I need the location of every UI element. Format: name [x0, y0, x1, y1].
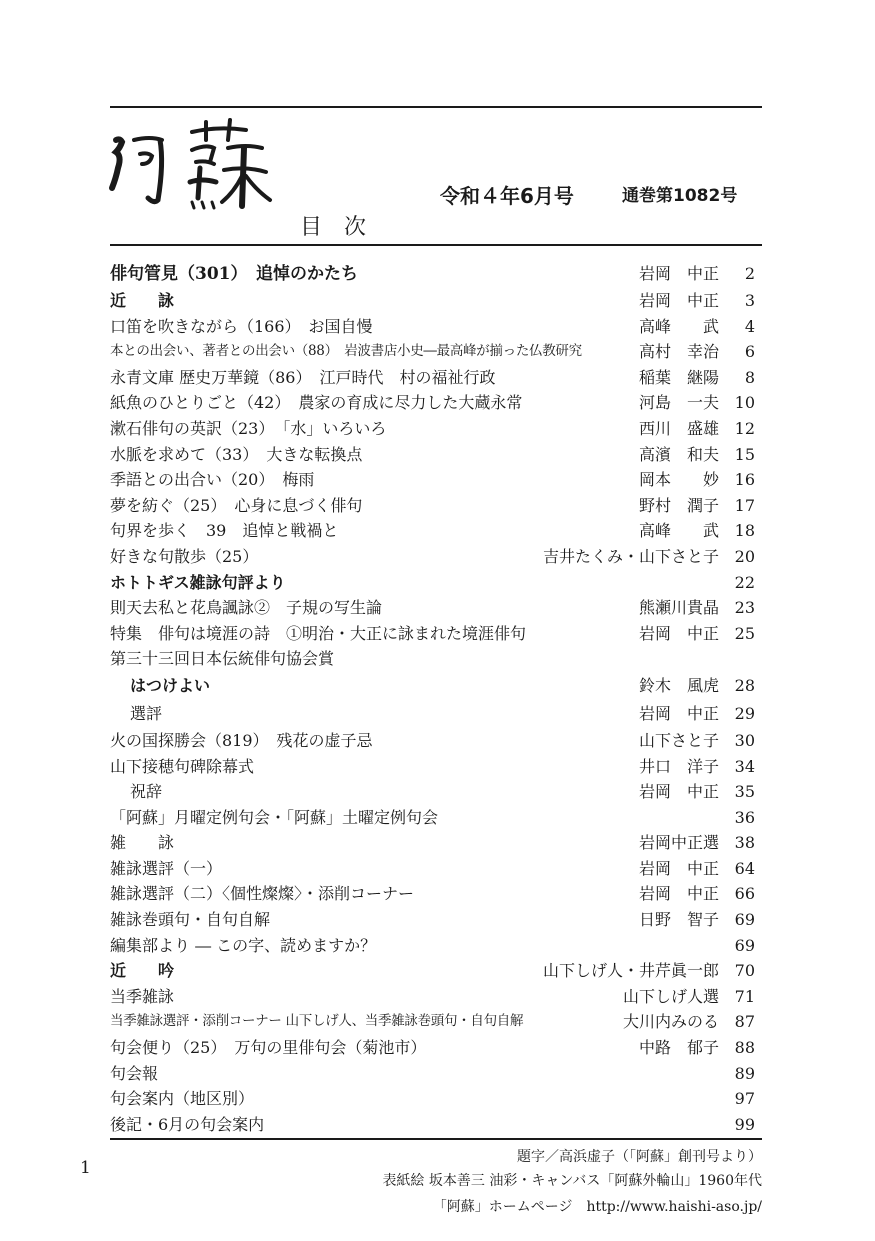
- credit-homepage: 「阿蘇」ホームページ http://www.haishi-aso.jp/: [432, 1199, 762, 1215]
- toc-row: [110, 805, 755, 831]
- toc-author: 岩岡 中正: [638, 884, 719, 904]
- toc-page: 10: [734, 393, 755, 413]
- toc-page: 12: [734, 418, 755, 438]
- toc-row: [110, 958, 755, 984]
- toc-row: [110, 595, 755, 621]
- toc-author: 稲葉 継陽: [638, 367, 719, 387]
- toc-page: 25: [734, 623, 755, 643]
- toc-row: [110, 260, 755, 288]
- credit-cover-art: 表紙絵 坂本善三 油彩・キャンバス「阿蘇外輪山」1960年代: [382, 1173, 762, 1189]
- toc-title-text: 当季雑詠選評・添削コーナー 山下しげ人、当季雑詠巻頭句・自句自解: [110, 1013, 524, 1030]
- toc-row: [110, 1035, 755, 1061]
- toc-page: 28: [734, 675, 755, 695]
- toc-title-text: 句会案内（地区別）: [110, 1089, 255, 1109]
- toc-row: [110, 390, 755, 416]
- toc-row: [110, 518, 755, 544]
- toc-page: 20: [734, 546, 755, 566]
- toc-page: 22: [734, 572, 755, 592]
- toc-title-text: 「阿蘇」月曜定例句会・「阿蘇」土曜定例句会: [110, 807, 439, 827]
- header-divider: [110, 244, 762, 246]
- toc-page: 97: [734, 1089, 755, 1109]
- toc-row: [110, 288, 755, 314]
- toc-row: [110, 416, 755, 442]
- toc-title-text: 紙魚のひとりごと（42） 農家の育成に尽力した大蔵永常: [110, 393, 523, 413]
- toc-page: 35: [734, 782, 755, 802]
- toc-row: [110, 1061, 755, 1087]
- toc-author: 西川 盛雄: [638, 418, 719, 438]
- toc-author: 岩岡 中正: [638, 291, 719, 310]
- toc-page: 6: [744, 342, 755, 362]
- toc-page: 8: [744, 367, 755, 387]
- toc-row: [110, 442, 755, 468]
- page-number: 1: [80, 1158, 91, 1178]
- toc-row: [110, 314, 755, 340]
- toc-title-text: 句会便り（25） 万句の里俳句会（菊池市）: [110, 1038, 427, 1058]
- toc-row: [110, 856, 755, 882]
- toc-author: 山下しげ人選: [622, 986, 719, 1006]
- toc-title-text: 雑詠選評（二）〈個性燦燦〉・添削コーナー: [110, 884, 415, 904]
- toc-page: 89: [734, 1063, 755, 1083]
- toc-title-text: 水脈を求めて（33） 大きな転換点: [110, 444, 363, 464]
- toc-author: 高村 幸治: [638, 342, 719, 362]
- toc-author: 河島 一夫: [638, 393, 719, 413]
- toc-title-text: 季語との出合い（20） 梅雨: [110, 470, 315, 490]
- toc-author: 岩岡 中正: [638, 782, 719, 802]
- toc-title-text: 編集部より ― この字、読めますか？: [110, 935, 377, 955]
- toc-page: 64: [734, 858, 755, 878]
- toc-page: 38: [734, 833, 755, 853]
- toc-row: [110, 700, 755, 728]
- toc-row: [110, 467, 755, 493]
- toc-page: 23: [734, 598, 755, 618]
- toc-title-text: 本との出会い、著者との出会い（88） 岩波書店小史―最高峰が揃った仏教研究: [110, 343, 582, 360]
- toc-title-text: 夢を紡ぐ（25） 心身に息づく俳句: [110, 495, 363, 515]
- toc-page: 17: [734, 495, 755, 515]
- toc-title-text: 近 詠: [110, 291, 175, 310]
- credit-title-calligraphy: 題字／高浜虚子（「阿蘇」創刊号より）: [517, 1149, 762, 1165]
- toc-page: 70: [734, 961, 755, 981]
- toc-title-text: 雑詠巻頭句・自句自解: [110, 910, 271, 930]
- toc-page: 18: [734, 521, 755, 541]
- toc-row: [110, 881, 755, 907]
- toc-author: 岩岡 中正: [638, 264, 719, 283]
- top-rule: [110, 106, 762, 108]
- toc-author: 山下しげ人・井芹眞一郎: [542, 961, 719, 981]
- toc-author: 山下さと子: [638, 730, 719, 750]
- toc-title-text: 俳句管見（301） 追悼のかたち: [110, 264, 358, 284]
- toc-author: 中路 郁子: [638, 1038, 719, 1058]
- toc-page: 66: [734, 884, 755, 904]
- toc-page: 34: [734, 756, 755, 776]
- toc-page: 88: [734, 1038, 755, 1058]
- toc-author: 熊瀬川貴晶: [638, 598, 719, 618]
- toc-title-text: 句会報: [110, 1063, 159, 1083]
- toc-author: 高峰 武: [638, 316, 719, 336]
- toc-author: 高峰 武: [638, 521, 719, 541]
- toc-title-text: ホトトギス雑詠句評より: [110, 572, 286, 592]
- toc-row: [110, 365, 755, 391]
- toc-title-text: 雑 詠: [110, 833, 175, 853]
- toc-title-text: 特集 俳句は境涯の詩 ①明治・大正に詠まれた境涯俳句: [110, 623, 527, 643]
- toc-row: [110, 984, 755, 1010]
- toc-title-text: 山下接穂句碑除幕式: [110, 756, 255, 776]
- toc-page: 87: [734, 1012, 755, 1032]
- toc-title-text: 第三十三回日本伝統俳句協会賞: [110, 649, 335, 669]
- toc-page: 69: [734, 935, 755, 955]
- toc-row: [110, 728, 755, 754]
- toc-title-text: はつけよい: [130, 675, 211, 695]
- toc-author: 井口 洋子: [638, 756, 719, 776]
- toc-title-text: 祝辞: [130, 782, 163, 802]
- footer-divider: [110, 1138, 762, 1140]
- toc-row: [110, 339, 755, 365]
- toc-row: [110, 830, 755, 856]
- toc-row: [110, 779, 755, 805]
- toc-page: 71: [734, 986, 755, 1006]
- toc-title-text: 口笛を吹きながら（166） お国自慢: [110, 316, 373, 336]
- toc-page: 36: [734, 807, 755, 827]
- table-of-contents: [110, 260, 755, 1137]
- toc-author: 岩岡 中正: [638, 703, 719, 723]
- toc-title-text: 漱石俳句の英訳（23） 「水」いろいろ: [110, 418, 387, 438]
- toc-author: 高濱 和夫: [638, 444, 719, 464]
- toc-title-text: 則天去私と花鳥諷詠② 子規の写生論: [110, 598, 383, 618]
- toc-title-text: 句界を歩く 39 追悼と戦禍と: [110, 521, 339, 541]
- toc-title-text: 近 吟: [110, 961, 175, 981]
- toc-page: 2: [744, 264, 755, 283]
- issue-date: 令和４年6月号: [440, 184, 574, 208]
- toc-row: [110, 621, 755, 647]
- toc-row: [110, 544, 755, 570]
- toc-page: 16: [734, 470, 755, 490]
- toc-author: 野村 潤子: [638, 495, 719, 515]
- toc-title-text: 当季雑詠: [110, 986, 175, 1006]
- toc-author: 日野 智子: [638, 910, 719, 930]
- toc-row: [110, 493, 755, 519]
- toc-page: 15: [734, 444, 755, 464]
- toc-row: [110, 570, 755, 596]
- aso-calligraphy-logo: [106, 118, 296, 218]
- toc-row: [110, 907, 755, 933]
- toc-author: 吉井たくみ・山下さと子: [542, 546, 719, 566]
- toc-row: [110, 1086, 755, 1112]
- toc-row: [110, 1112, 755, 1138]
- toc-title-text: 永青文庫 歴史万華鏡（86） 江戸時代 村の福祉行政: [110, 367, 496, 387]
- toc-row: [110, 1009, 755, 1035]
- toc-author: 岩岡 中正: [638, 623, 719, 643]
- issue-number: 通巻第1082号: [622, 186, 738, 206]
- toc-title: 目次: [300, 215, 389, 240]
- toc-author: 岡本 妙: [638, 470, 719, 490]
- toc-row: [110, 646, 755, 672]
- toc-author: 大川内みのる: [622, 1012, 719, 1032]
- toc-author: 岩岡 中正: [638, 858, 719, 878]
- toc-title-text: 雑詠選評（一）: [110, 858, 223, 878]
- toc-title-text: 好きな句散歩（25）: [110, 546, 259, 566]
- toc-row: [110, 672, 755, 700]
- toc-page: 29: [734, 703, 755, 723]
- toc-title-text: 選評: [130, 703, 163, 723]
- toc-title-text: 後記・6月の句会案内: [110, 1114, 265, 1134]
- toc-page: 3: [744, 291, 755, 310]
- toc-page: 69: [734, 910, 755, 930]
- toc-title-text: 火の国探勝会（819） 残花の虚子忌: [110, 730, 373, 750]
- toc-row: [110, 754, 755, 780]
- toc-author: 岩岡中正選: [638, 833, 719, 853]
- toc-page: 4: [744, 316, 755, 336]
- toc-author: 鈴木 風虎: [638, 675, 719, 695]
- toc-page: 99: [734, 1114, 755, 1134]
- toc-page: 30: [734, 730, 755, 750]
- toc-row: [110, 933, 755, 959]
